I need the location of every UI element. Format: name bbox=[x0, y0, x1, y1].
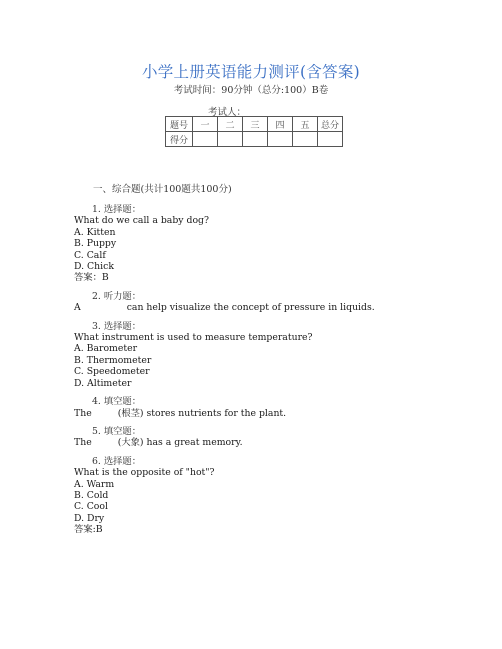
option-a: A. Barometer bbox=[74, 343, 138, 355]
answer: 答案:B bbox=[74, 524, 103, 536]
score-input-cell[interactable] bbox=[193, 132, 218, 147]
fill-in-sentence bbox=[74, 408, 474, 419]
option-c: C. Cool bbox=[74, 501, 108, 513]
question-item bbox=[74, 396, 474, 419]
question-heading: 4. 填空题： bbox=[92, 396, 142, 408]
score-cell: 总分 bbox=[318, 117, 343, 132]
score-input-cell[interactable] bbox=[293, 132, 318, 147]
question-item bbox=[74, 321, 474, 389]
score-table-score-row bbox=[166, 132, 343, 147]
score-cell: 二 bbox=[218, 117, 243, 132]
score-cell: 一 bbox=[193, 117, 218, 132]
answer: 答案：B bbox=[74, 272, 109, 284]
score-input-cell[interactable] bbox=[243, 132, 268, 147]
question-text: What instrument is used to measure temperature? bbox=[74, 332, 313, 344]
question-heading: 6. 选择题： bbox=[92, 455, 142, 467]
question-item bbox=[74, 456, 474, 536]
score-cell: 五 bbox=[293, 117, 318, 132]
score-cell: 三 bbox=[243, 117, 268, 132]
option-b: B. Cold bbox=[74, 489, 109, 501]
question-item bbox=[74, 204, 474, 284]
sentence-start: The bbox=[74, 407, 92, 419]
sentence-start: The bbox=[74, 437, 92, 449]
option-b: B. Puppy bbox=[74, 238, 117, 250]
option-d: D. Chick bbox=[74, 261, 114, 273]
score-table bbox=[165, 116, 343, 147]
question-list bbox=[74, 204, 474, 543]
question-heading: 2. 听力题： bbox=[92, 290, 142, 302]
option-d: D. Altimeter bbox=[74, 377, 132, 389]
exam-info: 考试时间：90分钟（总分:100）B卷 bbox=[173, 85, 329, 96]
fill-in-sentence bbox=[74, 302, 474, 313]
sentence-start: A bbox=[74, 302, 81, 314]
option-c: C. Speedometer bbox=[74, 366, 150, 378]
question-item bbox=[74, 291, 474, 314]
document-title: 小学上册英语能力测评(含答案) bbox=[141, 63, 361, 81]
sentence-end: can help visualize the concept of pressure in liquids. bbox=[126, 302, 375, 314]
score-input-cell[interactable] bbox=[218, 132, 243, 147]
option-c: C. Calf bbox=[74, 249, 106, 261]
option-b: B. Thermometer bbox=[74, 354, 152, 366]
examiner-label: 考试人： bbox=[208, 107, 247, 118]
fill-in-sentence bbox=[74, 437, 474, 448]
score-cell: 题号 bbox=[166, 117, 193, 132]
score-input-cell[interactable] bbox=[268, 132, 293, 147]
question-heading: 5. 填空题： bbox=[92, 425, 142, 437]
option-a: A. Kitten bbox=[74, 226, 116, 238]
score-cell: 四 bbox=[268, 117, 293, 132]
sentence-end: (大象) has a great memory. bbox=[117, 437, 243, 449]
score-table-header-row bbox=[166, 117, 343, 132]
score-cell: 得分 bbox=[166, 132, 193, 147]
option-d: D. Dry bbox=[74, 512, 105, 524]
option-a: A. Warm bbox=[74, 478, 115, 490]
question-heading: 1. 选择题： bbox=[92, 204, 142, 215]
question-item bbox=[74, 426, 474, 449]
section-heading: 一、综合题(共计100题共100分) bbox=[93, 184, 232, 195]
sentence-end: (根茎) stores nutrients for the plant. bbox=[117, 407, 287, 419]
question-text: What do we call a baby dog? bbox=[74, 215, 209, 227]
score-input-cell[interactable] bbox=[318, 132, 343, 147]
question-heading: 3. 选择题： bbox=[92, 320, 142, 332]
question-text: What is the opposite of "hot"? bbox=[74, 467, 215, 479]
